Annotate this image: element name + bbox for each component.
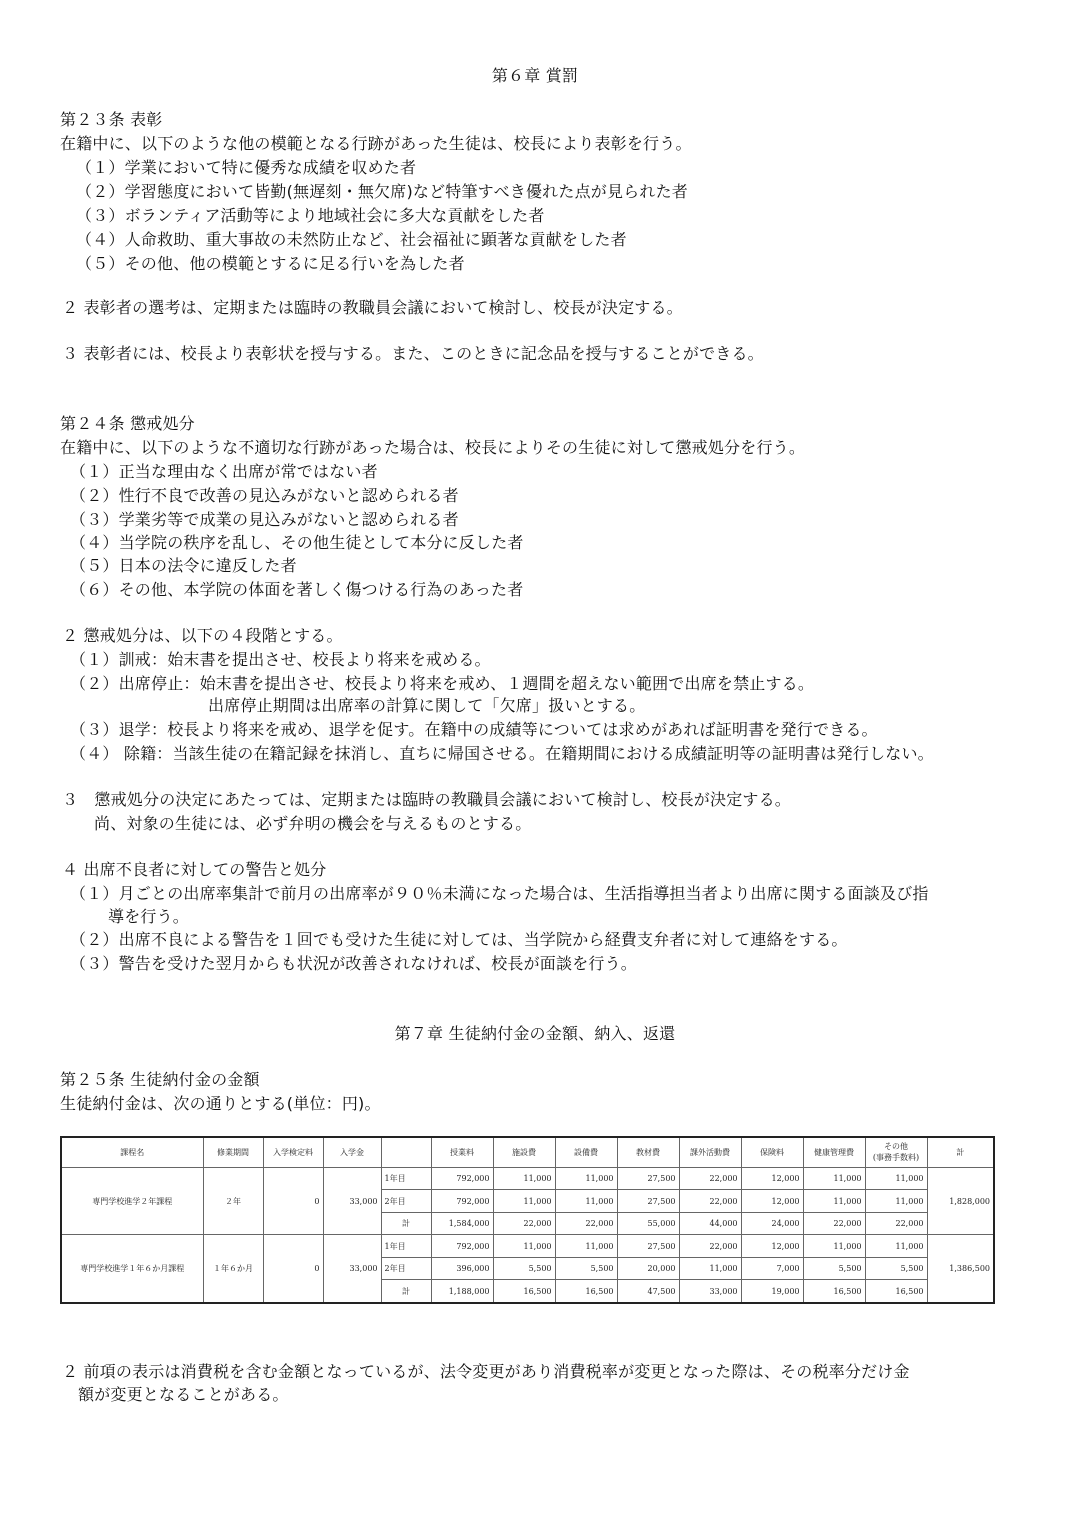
article-23-item: （２）学習態度において皆勤(無遅刻・無欠席)など特筆すべき優れた点が見られた者 (76, 182, 688, 201)
course-period: ２年 (203, 1167, 263, 1235)
fee-cell: 11,000 (865, 1190, 927, 1213)
article-25-title: 第２５条 生徒納付金の金額 (60, 1070, 260, 1089)
fee-cell: 5,500 (803, 1257, 865, 1280)
article-24-para-3-note: 尚、対象の生徒には、必ず弁明の機会を与えるものとする。 (94, 814, 532, 833)
exam-fee: 0 (263, 1167, 323, 1235)
fee-cell: 16,500 (865, 1280, 927, 1303)
fee-cell: 396,000 (431, 1257, 493, 1280)
article-24-title: 第２４条 懲戒処分 (60, 414, 195, 433)
header-cell: 入学検定料 (263, 1137, 323, 1167)
header-cell-other (865, 1137, 927, 1167)
fee-cell: 16,500 (555, 1280, 617, 1303)
course-total: 1,828,000 (927, 1167, 994, 1235)
header-cell: 入学金 (323, 1137, 381, 1167)
penalty-item: （１）訓戒：始末書を提出させ、校長より将来を戒める。 (70, 650, 491, 669)
course-period: １年６か月 (203, 1235, 263, 1303)
subtotal-label: 計 (381, 1280, 431, 1303)
course-name: 専門学校進学１年６か月課程 (61, 1235, 203, 1303)
fee-cell: 11,000 (493, 1167, 555, 1190)
fee-cell: 27,500 (617, 1235, 679, 1258)
fee-cell: 5,500 (493, 1257, 555, 1280)
article-24-item: （６）その他、本学院の体面を著しく傷つける行為のあった者 (70, 580, 524, 599)
fee-cell: 44,000 (679, 1212, 741, 1235)
subtotal-label: 計 (381, 1212, 431, 1235)
fee-cell: 27,500 (617, 1190, 679, 1213)
article-24-para-3: ３ 懲戒処分の決定にあたっては、定期または臨時の教職員会議において検討し、校長が決定する。 (62, 790, 792, 809)
article-25-intro: 生徒納付金は、次の通りとする(単位：円)。 (60, 1094, 381, 1113)
year-label: 2年目 (381, 1190, 431, 1213)
fee-cell: 11,000 (803, 1167, 865, 1190)
fee-table-header (61, 1137, 994, 1167)
fee-cell: 24,000 (741, 1212, 803, 1235)
article-23-item: （４）人命救助、重大事故の未然防止など、社会福祉に顕著な貢献をした者 (76, 230, 627, 249)
fee-cell: 1,188,000 (431, 1280, 493, 1303)
article-23-para-3: ３ 表彰者には、校長より表彰状を授与する。また、このときに記念品を授与することができる。 (62, 344, 764, 363)
exam-fee: 0 (263, 1235, 323, 1303)
article-25-para-2-cont: 額が変更となることがある。 (78, 1385, 289, 1404)
fee-cell: 22,000 (679, 1190, 741, 1213)
fee-cell: 20,000 (617, 1257, 679, 1280)
fee-cell: 22,000 (555, 1212, 617, 1235)
fee-cell: 11,000 (803, 1190, 865, 1213)
penalty-item: （２）出席停止：始末書を提出させ、校長より将来を戒め、１週間を超えない範囲で出席を禁止する。 (70, 674, 815, 693)
penalty-item-note: 出席停止期間は出席率の計算に関して「欠席」扱いとする。 (208, 696, 646, 715)
fee-cell: 12,000 (741, 1167, 803, 1190)
fee-cell: 792,000 (431, 1190, 493, 1213)
course-name: 専門学校進学２年課程 (61, 1167, 203, 1235)
article-24-item: （４）当学院の秩序を乱し、その他生徒として本分に反した者 (70, 533, 524, 552)
header-cell: 保険料 (741, 1137, 803, 1167)
fee-cell: 27,500 (617, 1167, 679, 1190)
article-24-para-4: ４ 出席不良者に対しての警告と処分 (62, 860, 327, 879)
header-other-sub: (事務手数料) (872, 1153, 920, 1163)
penalty-item: （３）退学：校長より将来を戒め、退学を促す。在籍中の成績等については求めがあれば証明書を発行できる。 (70, 720, 878, 739)
fee-cell: 16,500 (493, 1280, 555, 1303)
article-24-para-2: ２ 懲戒処分は、以下の４段階とする。 (62, 626, 343, 645)
header-cell: 課程名 (61, 1137, 203, 1167)
fee-cell: 22,000 (865, 1212, 927, 1235)
fee-cell: 5,500 (865, 1257, 927, 1280)
article-23-intro: 在籍中に、以下のような他の模範となる行跡があった生徒は、校長により表彰を行う。 (60, 134, 692, 153)
fee-cell: 792,000 (431, 1235, 493, 1258)
header-cell: 健康管理費 (803, 1137, 865, 1167)
header-cell: 授業料 (431, 1137, 493, 1167)
article-24-item: （５）日本の法令に違反した者 (70, 556, 297, 575)
fee-cell: 19,000 (741, 1280, 803, 1303)
fee-cell: 22,000 (803, 1212, 865, 1235)
header-cell: 教材費 (617, 1137, 679, 1167)
admission-fee: 33,000 (323, 1167, 381, 1235)
fee-table (60, 1136, 995, 1304)
article-24-intro: 在籍中に、以下のような不適切な行跡があった場合は、校長によりその生徒に対して懲戒処分を行う。 (60, 438, 806, 457)
attendance-item: （３）警告を受けた翌月からも状況が改善されなければ、校長が面談を行う。 (70, 954, 638, 973)
year-label: 2年目 (381, 1257, 431, 1280)
fee-cell: 33,000 (679, 1280, 741, 1303)
fee-cell: 11,000 (493, 1235, 555, 1258)
fee-cell: 11,000 (555, 1235, 617, 1258)
admission-fee: 33,000 (323, 1235, 381, 1303)
fee-cell: 792,000 (431, 1167, 493, 1190)
article-23-para-2: ２ 表彰者の選考は、定期または臨時の教職員会議において検討し、校長が決定する。 (62, 298, 683, 317)
header-cell: 設備費 (555, 1137, 617, 1167)
fee-cell: 1,584,000 (431, 1212, 493, 1235)
fee-cell: 22,000 (679, 1235, 741, 1258)
article-24-item: （３）学業劣等で成業の見込みがないと認められる者 (70, 510, 459, 529)
article-23-item: （５）その他、他の模範とするに足る行いを為した者 (76, 254, 465, 273)
article-23-title: 第２３条 表彰 (60, 110, 163, 129)
table-row (61, 1235, 994, 1258)
article-25-para-2: ２ 前項の表示は消費税を含む金額となっているが、法令変更があり消費税率が変更となった際は、その税率分だけ金 (62, 1362, 910, 1381)
fee-cell: 47,500 (617, 1280, 679, 1303)
fee-cell: 12,000 (741, 1235, 803, 1258)
fee-cell: 12,000 (741, 1190, 803, 1213)
fee-cell: 11,000 (865, 1235, 927, 1258)
fee-cell: 16,500 (803, 1280, 865, 1303)
article-23-item: （１）学業において特に優秀な成績を収めた者 (76, 158, 417, 177)
header-cell (381, 1137, 431, 1167)
fee-cell: 11,000 (803, 1235, 865, 1258)
fee-cell: 11,000 (555, 1190, 617, 1213)
year-label: 1年目 (381, 1167, 431, 1190)
fee-cell: 5,500 (555, 1257, 617, 1280)
attendance-item: （１）月ごとの出席率集計で前月の出席率が９０％未満になった場合は、生活指導担当者より出席に関する面談及び指 (70, 884, 929, 903)
header-cell: 施設費 (493, 1137, 555, 1167)
header-cell: 修業期間 (203, 1137, 263, 1167)
attendance-item: （２）出席不良による警告を１回でも受けた生徒に対しては、当学院から経費支弁者に対して連絡をする。 (70, 930, 848, 949)
header-cell: 課外活動費 (679, 1137, 741, 1167)
fee-cell: 11,000 (679, 1257, 741, 1280)
header-cell: 計 (927, 1137, 994, 1167)
attendance-item-cont: 導を行う。 (108, 907, 190, 926)
article-24-item: （１）正当な理由なく出席が常ではない者 (70, 462, 378, 481)
year-label: 1年目 (381, 1235, 431, 1258)
article-23-item: （３）ボランティア活動等により地域社会に多大な貢献をした者 (76, 206, 545, 225)
fee-cell: 22,000 (679, 1167, 741, 1190)
chapter-6-title: 第６章 賞罰 (491, 66, 579, 85)
penalty-item: （４） 除籍：当該生徒の在籍記録を抹消し、直ちに帰国させる。在籍期間における成績証明等の証明書は発行しない。 (70, 744, 934, 763)
fee-cell: 11,000 (865, 1167, 927, 1190)
fee-cell: 22,000 (493, 1212, 555, 1235)
fee-cell: 11,000 (555, 1167, 617, 1190)
header-other-label: その他 (884, 1142, 908, 1152)
article-24-item: （２）性行不良で改善の見込みがないと認められる者 (70, 486, 459, 505)
course-total: 1,386,500 (927, 1235, 994, 1303)
fee-cell: 55,000 (617, 1212, 679, 1235)
fee-cell: 7,000 (741, 1257, 803, 1280)
table-row (61, 1167, 994, 1190)
chapter-7-title: 第７章 生徒納付金の金額、納入、返還 (394, 1024, 676, 1043)
fee-cell: 11,000 (493, 1190, 555, 1213)
